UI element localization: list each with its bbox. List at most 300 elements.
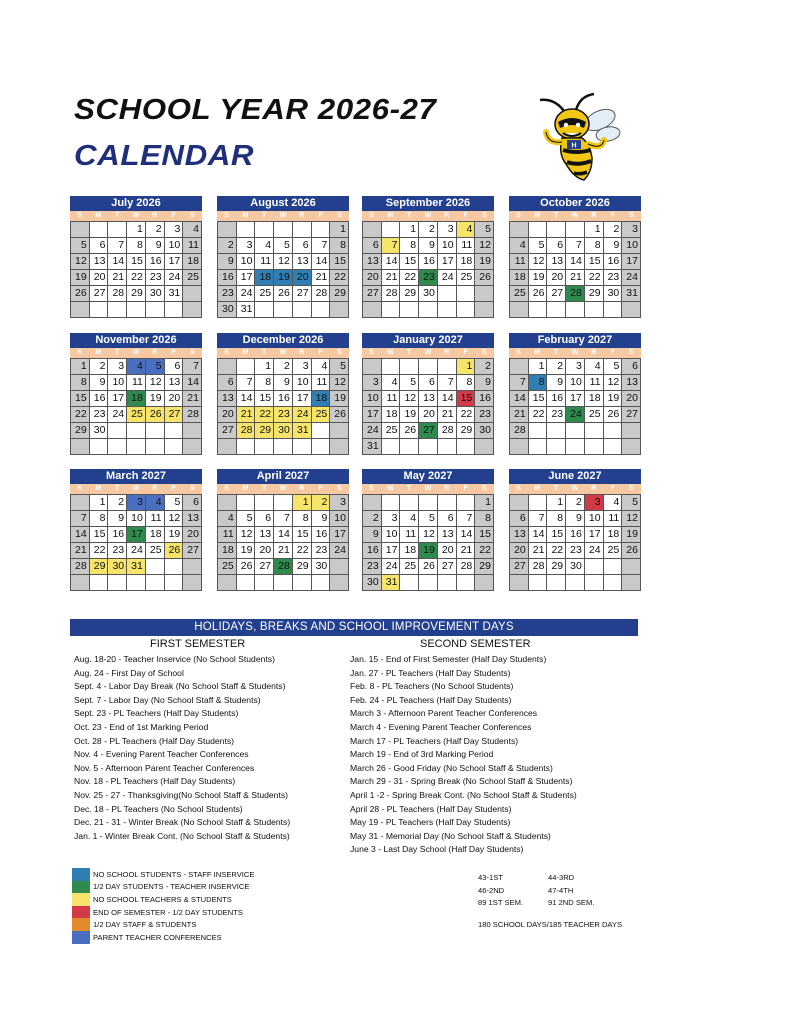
day-cell: 12 (165, 511, 184, 527)
day-cell: 5 (529, 238, 548, 254)
empty-day-cell (312, 222, 331, 238)
day-cell: 26 (529, 286, 548, 302)
day-cell: 25 (312, 407, 331, 423)
day-cell: 4 (183, 222, 202, 238)
day-cell: 26 (71, 286, 90, 302)
legend-label: 1/2 DAY STAFF & STUDENTS (93, 920, 197, 930)
day-cell: 16 (547, 391, 566, 407)
day-cell: 16 (274, 391, 293, 407)
weekday-header-row (509, 348, 641, 358)
weekday-label: S (190, 349, 195, 356)
day-cell: 19 (475, 254, 494, 270)
day-cell: 6 (293, 238, 312, 254)
day-cell: 17 (622, 254, 641, 270)
day-cell: 28 (529, 559, 548, 575)
day-cell: 24 (108, 407, 127, 423)
holiday-item: Oct. 28 - PL Teachers (Half Day Students) (74, 735, 235, 746)
day-cell: 1 (90, 495, 109, 511)
day-cell: 8 (547, 511, 566, 527)
day-cell: 21 (438, 407, 457, 423)
holiday-item: Jan. 15 - End of First Semester (Half Day Students) (350, 654, 547, 664)
weekday-label: S (482, 212, 487, 219)
day-cell: 5 (274, 238, 293, 254)
empty-day-cell (457, 286, 476, 302)
weekday-header-row (362, 484, 494, 494)
empty-day-cell (274, 495, 293, 511)
weekday-label: F (171, 212, 176, 219)
day-cell: 5 (622, 495, 641, 511)
day-cell: 16 (108, 527, 127, 543)
day-cell: 22 (255, 407, 274, 423)
day-cell: 29 (90, 559, 109, 575)
day-cell: 11 (312, 375, 331, 391)
day-cell: 6 (165, 359, 184, 375)
holiday-item: Sept. 4 - Labor Day Break (No School Staff & Students) (74, 681, 286, 692)
day-cell: 19 (419, 543, 438, 559)
day-cell: 24 (382, 559, 401, 575)
day-cell: 30 (108, 559, 127, 575)
empty-day-cell (127, 439, 146, 455)
day-cell: 11 (604, 511, 623, 527)
weekday-label: R (152, 349, 158, 356)
day-cell: 22 (330, 270, 349, 286)
empty-day-cell (183, 423, 202, 439)
empty-day-cell (218, 575, 237, 591)
marking-count: 44-3RD (548, 873, 575, 882)
empty-day-cell (400, 302, 419, 318)
holiday-item: June 3 - Last Day School (Half Day Students) (350, 844, 524, 855)
day-cell: 25 (255, 286, 274, 302)
day-cell: 7 (457, 511, 476, 527)
empty-day-cell (71, 222, 90, 238)
empty-day-cell (71, 302, 90, 318)
month-calendar (217, 333, 349, 455)
day-cell: 14 (457, 527, 476, 543)
day-cell: 14 (510, 391, 529, 407)
day-cell: 1 (475, 495, 494, 511)
day-cell: 12 (419, 527, 438, 543)
weekday-label: S (369, 485, 374, 492)
empty-day-cell (547, 575, 566, 591)
empty-day-cell (400, 439, 419, 455)
day-cell: 18 (604, 527, 623, 543)
day-cell: 23 (274, 407, 293, 423)
day-cell: 2 (108, 495, 127, 511)
day-cell: 21 (108, 270, 127, 286)
day-cell: 24 (438, 270, 457, 286)
day-cell: 6 (622, 359, 641, 375)
legend-label: 1/2 DAY STUDENTS - TEACHER INSERVICE (93, 882, 250, 892)
day-cell: 30 (146, 286, 165, 302)
legend-label: PARENT TEACHER CONFERENCES (93, 932, 222, 942)
holiday-item: Aug. 24 - First Day of School (74, 667, 184, 678)
month-title: August 2026 (217, 196, 349, 211)
weekday-label: S (224, 349, 229, 356)
day-cell: 12 (146, 375, 165, 391)
day-cell: 4 (255, 238, 274, 254)
weekday-label: M (95, 349, 102, 356)
day-cell: 27 (622, 407, 641, 423)
empty-day-cell (529, 439, 548, 455)
day-cell: 9 (363, 527, 382, 543)
empty-day-cell (529, 575, 548, 591)
empty-day-cell (382, 302, 401, 318)
day-cell: 8 (585, 238, 604, 254)
day-cell: 14 (438, 391, 457, 407)
day-cell: 8 (330, 238, 349, 254)
empty-day-cell (183, 302, 202, 318)
empty-day-cell (274, 302, 293, 318)
empty-day-cell (183, 559, 202, 575)
empty-day-cell (400, 359, 419, 375)
empty-day-cell (438, 302, 457, 318)
weekday-label: S (337, 349, 342, 356)
weekday-label: M (95, 212, 102, 219)
empty-day-cell (146, 575, 165, 591)
empty-day-cell (604, 439, 623, 455)
empty-day-cell (363, 495, 382, 511)
day-cell: 26 (330, 407, 349, 423)
weekday-label: M (95, 485, 102, 492)
holiday-item: April 1 -2 - Spring Break Cont. (No School Staff & Students) (350, 789, 577, 800)
empty-day-cell (510, 575, 529, 591)
day-cell: 3 (293, 359, 312, 375)
day-cell: 13 (183, 511, 202, 527)
empty-day-cell (457, 302, 476, 318)
day-cell: 15 (400, 254, 419, 270)
empty-day-cell (622, 575, 641, 591)
day-cell: 28 (183, 407, 202, 423)
marking-count: 43-1ST (478, 873, 503, 882)
day-cell: 1 (330, 222, 349, 238)
day-cell: 15 (90, 527, 109, 543)
title-line-2: CALENDAR (74, 140, 255, 172)
empty-day-cell (165, 559, 184, 575)
weekday-label: T (406, 485, 412, 492)
empty-day-cell (293, 302, 312, 318)
day-cell: 24 (566, 407, 585, 423)
weekday-label: R (591, 349, 597, 356)
empty-day-cell (438, 439, 457, 455)
day-cell: 8 (255, 375, 274, 391)
day-cell: 25 (510, 286, 529, 302)
empty-day-cell (529, 222, 548, 238)
day-cell: 26 (475, 270, 494, 286)
day-cell: 2 (146, 222, 165, 238)
month-calendar (509, 196, 641, 318)
day-cell: 9 (312, 511, 331, 527)
weekday-label: R (444, 212, 450, 219)
legend-swatch (72, 893, 90, 906)
day-cell: 13 (510, 527, 529, 543)
month-calendar (70, 469, 202, 591)
day-cell: 6 (419, 375, 438, 391)
day-cell: 25 (183, 270, 202, 286)
empty-day-cell (510, 439, 529, 455)
day-cell: 6 (183, 495, 202, 511)
day-cell: 3 (566, 359, 585, 375)
empty-day-cell (510, 222, 529, 238)
weekday-label: W (132, 485, 140, 492)
empty-day-cell (330, 302, 349, 318)
day-cell: 7 (529, 511, 548, 527)
empty-day-cell (604, 423, 623, 439)
day-cell: 24 (363, 423, 382, 439)
weekday-label: R (444, 349, 450, 356)
day-cell: 27 (438, 559, 457, 575)
day-cell: 6 (218, 375, 237, 391)
day-cell: 15 (255, 391, 274, 407)
weekday-label: R (152, 212, 158, 219)
weekday-label: M (534, 349, 541, 356)
day-cell: 31 (127, 559, 146, 575)
month-title: February 2027 (509, 333, 641, 348)
day-cell: 26 (146, 407, 165, 423)
day-cell: 9 (274, 375, 293, 391)
month-day-grid (509, 221, 641, 318)
holiday-item: March 17 - PL Teachers (Half Day Students) (350, 735, 519, 746)
weekday-label: R (591, 212, 597, 219)
legend-swatch (72, 881, 90, 894)
day-cell: 22 (400, 270, 419, 286)
day-cell: 28 (566, 286, 585, 302)
day-cell: 15 (330, 254, 349, 270)
day-cell: 10 (363, 391, 382, 407)
day-cell: 21 (183, 391, 202, 407)
day-cell: 16 (312, 527, 331, 543)
month-day-grid (70, 358, 202, 455)
empty-day-cell (622, 423, 641, 439)
day-cell: 22 (90, 543, 109, 559)
legend-swatch (72, 918, 90, 931)
day-cell: 1 (529, 359, 548, 375)
day-cell: 10 (165, 238, 184, 254)
day-cell: 10 (293, 375, 312, 391)
day-cell: 17 (585, 527, 604, 543)
day-cell: 25 (382, 423, 401, 439)
weekday-label: M (534, 212, 541, 219)
weekday-label: S (516, 212, 521, 219)
empty-day-cell (108, 575, 127, 591)
day-cell: 31 (622, 286, 641, 302)
day-cell: 18 (146, 527, 165, 543)
empty-day-cell (165, 302, 184, 318)
month-day-grid (217, 494, 349, 591)
weekday-label: F (463, 485, 468, 492)
weekday-label: F (318, 349, 323, 356)
day-cell: 29 (330, 286, 349, 302)
empty-day-cell (622, 559, 641, 575)
day-cell: 2 (312, 495, 331, 511)
day-cell: 23 (566, 543, 585, 559)
day-cell: 17 (127, 527, 146, 543)
empty-day-cell (510, 302, 529, 318)
day-cell: 12 (622, 511, 641, 527)
weekday-label: S (77, 485, 82, 492)
day-cell: 4 (400, 511, 419, 527)
empty-day-cell (547, 302, 566, 318)
marking-counts-left (478, 872, 523, 910)
day-cell: 18 (585, 391, 604, 407)
day-cell: 3 (363, 375, 382, 391)
day-cell: 19 (237, 543, 256, 559)
day-cell: 9 (419, 238, 438, 254)
weekday-header-row (362, 348, 494, 358)
day-cell: 11 (400, 527, 419, 543)
day-cell: 7 (108, 238, 127, 254)
month-calendar (362, 469, 494, 591)
empty-day-cell (146, 559, 165, 575)
day-cell: 21 (510, 407, 529, 423)
day-cell: 26 (274, 286, 293, 302)
day-cell: 7 (566, 238, 585, 254)
day-cell: 20 (255, 543, 274, 559)
holiday-item: Feb. 24 - PL Teachers (Half Day Students) (350, 694, 512, 705)
day-cell: 29 (71, 423, 90, 439)
marking-counts-right (548, 872, 594, 910)
day-cell: 1 (400, 222, 419, 238)
empty-day-cell (237, 359, 256, 375)
day-cell: 24 (127, 543, 146, 559)
day-cell: 28 (312, 286, 331, 302)
weekday-label: W (571, 349, 579, 356)
day-cell: 18 (510, 270, 529, 286)
day-cell: 4 (510, 238, 529, 254)
holiday-item: Nov. 25 - 27 - Thanksgiving(No School Staff & Students) (74, 789, 288, 800)
month-calendar (509, 469, 641, 591)
day-cell: 13 (255, 527, 274, 543)
weekday-header-row (70, 484, 202, 494)
weekday-label: T (553, 485, 559, 492)
day-cell: 27 (183, 543, 202, 559)
day-cell: 6 (363, 238, 382, 254)
empty-day-cell (457, 575, 476, 591)
empty-day-cell (108, 302, 127, 318)
day-cell: 10 (382, 527, 401, 543)
day-cell: 11 (457, 238, 476, 254)
empty-day-cell (90, 222, 109, 238)
day-cell: 2 (419, 222, 438, 238)
weekday-header-row (509, 211, 641, 221)
day-cell: 15 (457, 391, 476, 407)
empty-day-cell (237, 222, 256, 238)
empty-day-cell (566, 423, 585, 439)
school-days-totals: 180 SCHOOL DAYS/185 TEACHER DAYS (478, 920, 623, 929)
day-cell: 3 (622, 222, 641, 238)
day-cell: 26 (237, 559, 256, 575)
empty-day-cell (165, 575, 184, 591)
weekday-label: F (463, 212, 468, 219)
day-cell: 21 (237, 407, 256, 423)
empty-day-cell (71, 439, 90, 455)
weekday-label: S (629, 485, 634, 492)
empty-day-cell (108, 423, 127, 439)
day-cell: 29 (475, 559, 494, 575)
day-cell: 20 (183, 527, 202, 543)
day-cell: 27 (165, 407, 184, 423)
day-cell: 20 (165, 391, 184, 407)
empty-day-cell (475, 286, 494, 302)
day-cell: 26 (165, 543, 184, 559)
day-cell: 10 (108, 375, 127, 391)
day-cell: 31 (237, 302, 256, 318)
day-cell: 13 (547, 254, 566, 270)
month-day-grid (362, 494, 494, 591)
day-cell: 3 (165, 222, 184, 238)
empty-day-cell (293, 222, 312, 238)
day-cell: 23 (312, 543, 331, 559)
empty-day-cell (585, 575, 604, 591)
weekday-label: W (424, 212, 432, 219)
day-cell: 16 (419, 254, 438, 270)
month-day-grid (362, 358, 494, 455)
day-cell: 3 (438, 222, 457, 238)
day-cell: 13 (622, 375, 641, 391)
weekday-label: W (424, 485, 432, 492)
weekday-label: M (387, 212, 394, 219)
holiday-item: Dec. 18 - PL Teachers (No School Students) (74, 803, 243, 814)
day-cell: 25 (146, 543, 165, 559)
day-cell: 12 (237, 527, 256, 543)
empty-day-cell (108, 439, 127, 455)
day-cell: 25 (604, 543, 623, 559)
empty-day-cell (237, 439, 256, 455)
empty-day-cell (165, 423, 184, 439)
day-cell: 30 (90, 423, 109, 439)
day-cell: 21 (71, 543, 90, 559)
empty-day-cell (255, 495, 274, 511)
day-cell: 22 (293, 543, 312, 559)
day-cell: 11 (127, 375, 146, 391)
day-cell: 19 (165, 527, 184, 543)
holiday-item: Jan. 1 - Winter Break Cont. (No School Staff & Students) (74, 830, 290, 841)
empty-day-cell (438, 575, 457, 591)
empty-day-cell (475, 575, 494, 591)
day-cell: 27 (218, 423, 237, 439)
day-cell: 12 (529, 254, 548, 270)
day-cell: 15 (529, 391, 548, 407)
day-cell: 9 (108, 511, 127, 527)
weekday-label: S (369, 212, 374, 219)
day-cell: 21 (382, 270, 401, 286)
day-cell: 9 (90, 375, 109, 391)
day-cell: 22 (457, 407, 476, 423)
day-cell: 23 (146, 270, 165, 286)
empty-day-cell (547, 439, 566, 455)
day-cell: 18 (127, 391, 146, 407)
day-cell: 22 (547, 543, 566, 559)
day-cell: 22 (127, 270, 146, 286)
empty-day-cell (382, 222, 401, 238)
day-cell: 29 (127, 286, 146, 302)
day-cell: 15 (127, 254, 146, 270)
weekday-header-row (362, 211, 494, 221)
weekday-label: F (171, 349, 176, 356)
day-cell: 14 (274, 527, 293, 543)
day-cell: 4 (382, 375, 401, 391)
day-cell: 15 (293, 527, 312, 543)
day-cell: 8 (293, 511, 312, 527)
day-cell: 27 (255, 559, 274, 575)
day-cell: 28 (457, 559, 476, 575)
empty-day-cell (127, 302, 146, 318)
day-cell: 3 (585, 495, 604, 511)
day-cell: 10 (585, 511, 604, 527)
day-cell: 11 (585, 375, 604, 391)
holiday-item: March 19 - End of 3rd Marking Period (350, 749, 494, 760)
day-cell: 13 (165, 375, 184, 391)
day-cell: 24 (585, 543, 604, 559)
